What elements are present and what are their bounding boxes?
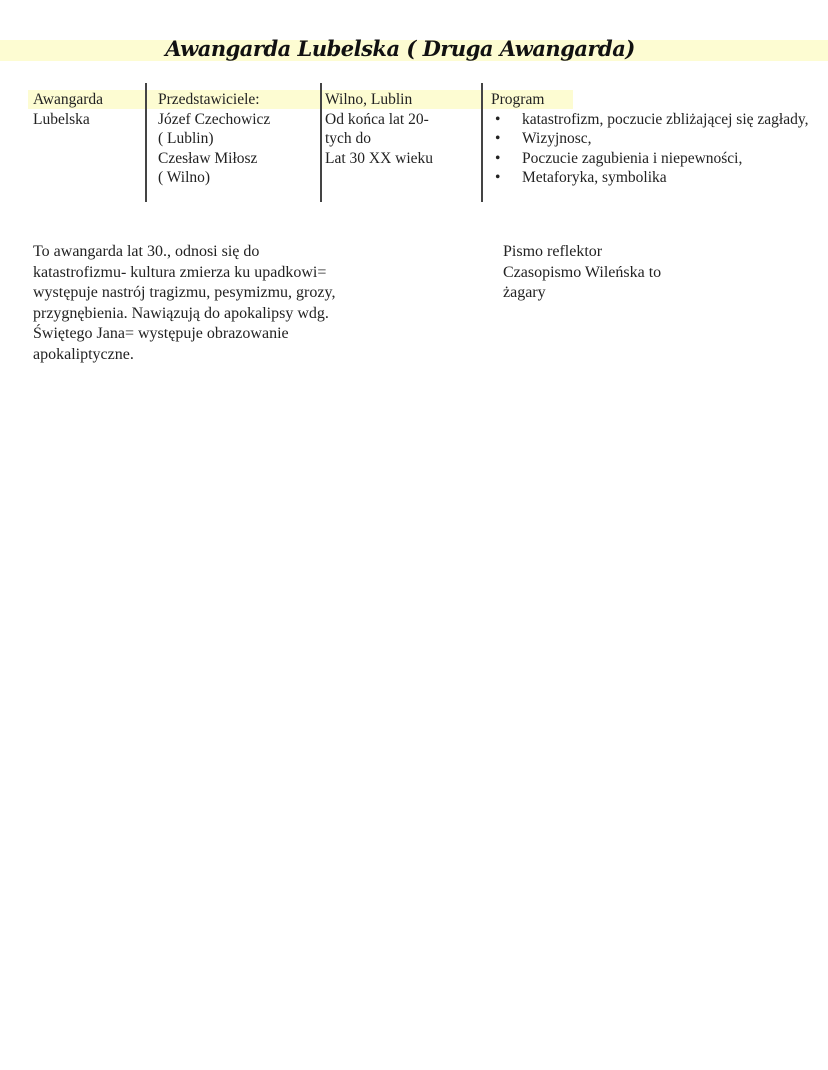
text-line: katastrofizmu- kultura zmierza ku upadkowi= [33, 263, 327, 281]
text-line: żagary [503, 284, 546, 301]
column-divider [481, 83, 483, 202]
text-line: ( Lublin) [158, 130, 214, 147]
text-line: Od końca lat 20- [325, 110, 429, 128]
text-line: apokaliptyczne. [33, 345, 134, 363]
list-item: • Wizyjnosc, [491, 129, 828, 149]
text-line: Lat 30 XX wieku [325, 149, 434, 167]
text-line: Awangarda [33, 91, 104, 108]
text-line: Józef Czechowicz [158, 110, 271, 128]
column-program [491, 90, 828, 188]
page-title: Awangarda Lubelska ( Druga Awangarda) [165, 36, 635, 61]
text-line: To awangarda lat 30., odnosi się do [33, 243, 260, 260]
text-line: ( Wilno) [158, 169, 211, 186]
column-name [33, 90, 103, 129]
column-representatives [158, 90, 270, 188]
text-line: Czasopismo Wileńska to [503, 263, 662, 281]
program-list [491, 110, 828, 188]
list-item: • Poczucie zagubienia i niepewności, [491, 149, 828, 169]
text-line: Czesław Miłosz [158, 149, 258, 167]
list-item: • Metaforyka, symbolika [491, 168, 828, 188]
text-line: Wilno, Lublin [325, 91, 413, 108]
text-line: Świętego Jana= występuje obrazowanie [33, 325, 289, 342]
text-line: przygnębienia. Nawiązują do apokalipsy wdg. [33, 304, 329, 322]
text-line: Przedstawiciele: [158, 91, 260, 108]
description-paragraph [33, 242, 463, 365]
side-note [503, 242, 743, 304]
column-divider [320, 83, 322, 202]
text-line: Pismo reflektor [503, 243, 603, 260]
list-item: • katastrofizm, poczucie zbliżającej się zagłady, [491, 110, 828, 130]
text-line: Lubelska [33, 110, 90, 128]
text-line: występuje nastrój tragizmu, pesymizmu, grozy, [33, 284, 336, 301]
column-divider [145, 83, 147, 202]
column-place-time [325, 90, 433, 168]
text-line: tych do [325, 130, 372, 147]
program-heading: Program [491, 91, 545, 108]
